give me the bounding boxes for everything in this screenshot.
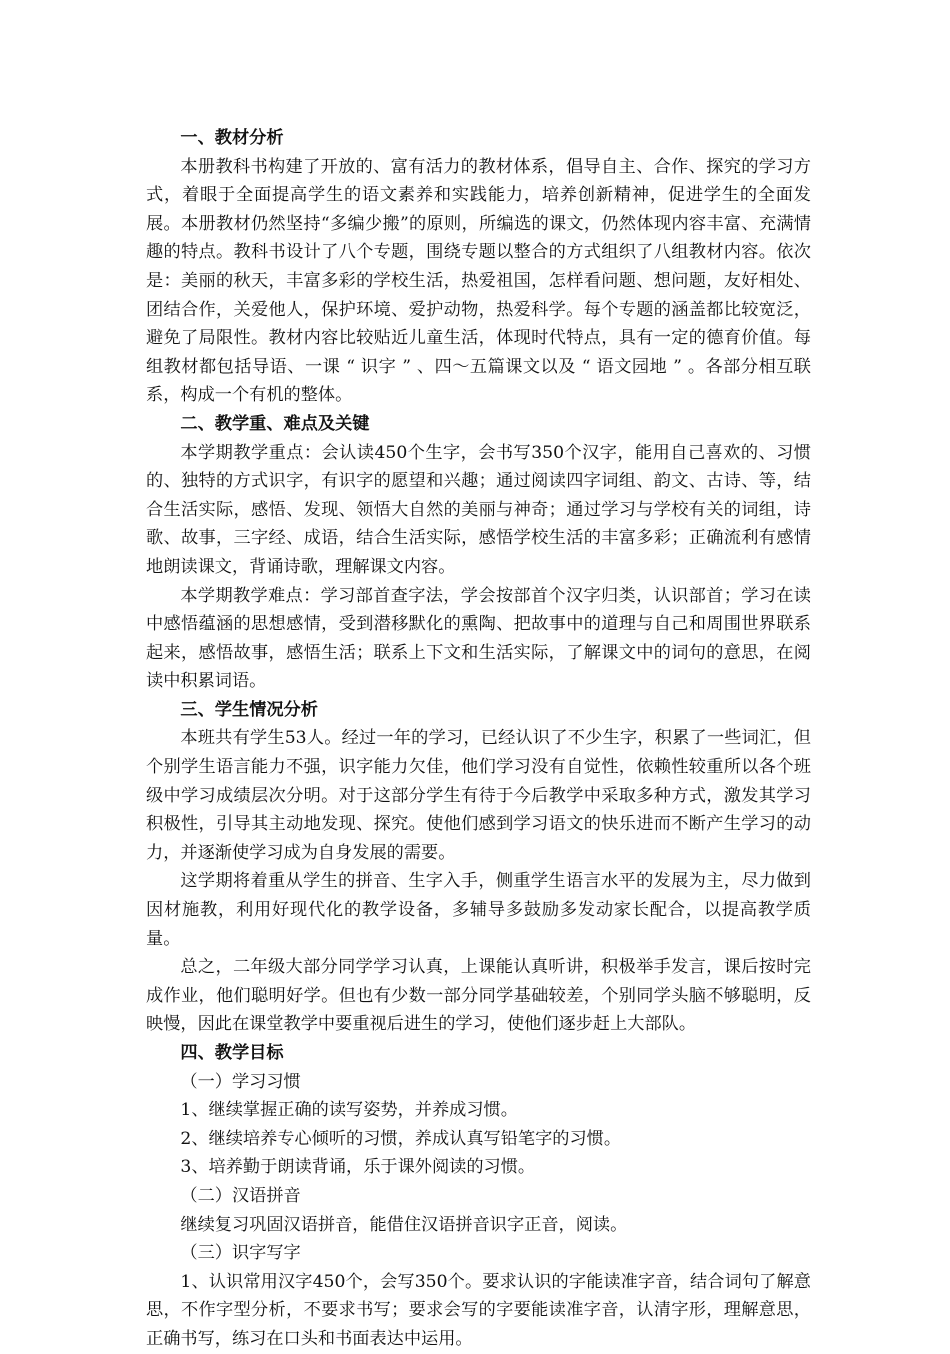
list-item: 继续复习巩固汉语拼音，能借住汉语拼音识字正音，阅读。 xyxy=(180,1214,628,1235)
paragraph-student-situation: 本班共有学生53人。经过一年的学习，已经认识了不少生字，积累了一些词汇，但个别学生语言能力不强，识字能力欠佳，他们学习没有自觉性，依赖性较重所以各个班级中学习成绩层次分明。对于这部分学生有待于今后教学中采取多种方式，激发其学习积极性，引导其主动地发现、探究。使他们感到学习语文的快乐进而不断产生学习的动力，并逐渐使学习成为自身发展的需要。 xyxy=(146,728,811,863)
section-heading-teaching-goals: 四、教学目标 xyxy=(180,1043,284,1063)
paragraph-semester-focus: 这学期将着重从学生的拼音、生字入手，侧重学生语言水平的发展为主，尽力做到因材施教，利用好现代化的教学设备，多辅导多鼓励多发动家长配合，以提高教学质量。 xyxy=(146,871,811,949)
paragraph-textbook-analysis: 本册教科书构建了开放的、富有活力的教材体系，倡导自主、合作、探究的学习方式，着眼于全面提高学生的语文素养和实践能力，培养创新精神，促进学生的全面发展。本册教材仍然坚持“多编少搬”的原则，所编选的课文，仍然体现内容丰富、充满情趣的特点。教科书设计了八个专题，围绕专题以整合的方式组织了八组教材内容。依次是：美丽的秋天，丰富多彩的学校生活，热爱祖国，怎样看问题、想问题，友好相处、团结合作，关爱他人，保护环境、爱护动物，热爱科学。每个专题的涵盖都比较宽泛，避免了局限性。教材内容比较贴近儿童生活，体现时代特点，具有一定的德育价值。每组教材都包括导语、一课 “ 识字 ” 、四～五篇课文以及 “ 语文园地 ” 。各部分相互联系，构成一个有机的整体。 xyxy=(146,156,811,406)
subheading-pinyin: （二）汉语拼音 xyxy=(180,1185,301,1206)
section-heading-key-points: 二、教学重、难点及关键 xyxy=(180,413,370,434)
section-heading-textbook-analysis: 一、教材分析 xyxy=(180,128,284,148)
paragraph-key-points: 本学期教学重点：会认读450个生字，会书写350个汉字，能用自己喜欢的、习惯的、独特的方式识字，有识字的愿望和兴趣；通过阅读四字词组、韵文、古诗、等，结合生活实际，感悟、发现、领悟大自然的美丽与神奇；通过学习与学校有关的词组，诗歌、故事，三字经、成语，结合生活实际，感悟学校生活的丰富多彩；正确流利有感情地朗读课文，背诵诗歌，理解课文内容。 xyxy=(146,442,811,577)
section-heading-student-analysis: 三、学生情况分析 xyxy=(180,699,318,720)
subheading-literacy-writing: （三）识字写字 xyxy=(180,1243,301,1264)
list-item: 1、认识常用汉字450个，会写350个。要求认识的字能读准字音，结合词句了解意思，不作字型分析，不要求书写；要求会写的字要能读准字音，认清字形，理解意思，正确书写，练习在口头和书面表达中运用。 xyxy=(146,1271,811,1349)
list-item: 3、培养勤于朗读背诵，乐于课外阅读的习惯。 xyxy=(180,1157,536,1178)
list-item: 2、继续培养专心倾听的习惯，养成认真写铅笔字的习惯。 xyxy=(180,1128,622,1149)
paragraph-summary: 总之，二年级大部分同学学习认真，上课能认真听讲，积极举手发言，课后按时完成作业，他们聪明好学。但也有少数一部分同学基础较差，个别同学头脑不够聪明，反映慢，因此在课堂教学中要重视后进生的学习，使他们逐步赶上大部队。 xyxy=(146,957,811,1035)
subheading-study-habits: （一）学习习惯 xyxy=(180,1071,301,1092)
paragraph-difficulties: 本学期教学难点：学习部首查字法，学会按部首个汉字归类，认识部首；学习在读中感悟蕴涵的思想感情，受到潜移默化的熏陶、把故事中的道理与自己和周围世界联系起来，感悟故事，感悟生活；联系上下文和生活实际，了解课文中的词句的意思，在阅读中积累词语。 xyxy=(146,585,811,692)
list-item: 1、继续掌握正确的读写姿势，并养成习惯。 xyxy=(180,1100,518,1121)
document-page xyxy=(146,124,811,1354)
